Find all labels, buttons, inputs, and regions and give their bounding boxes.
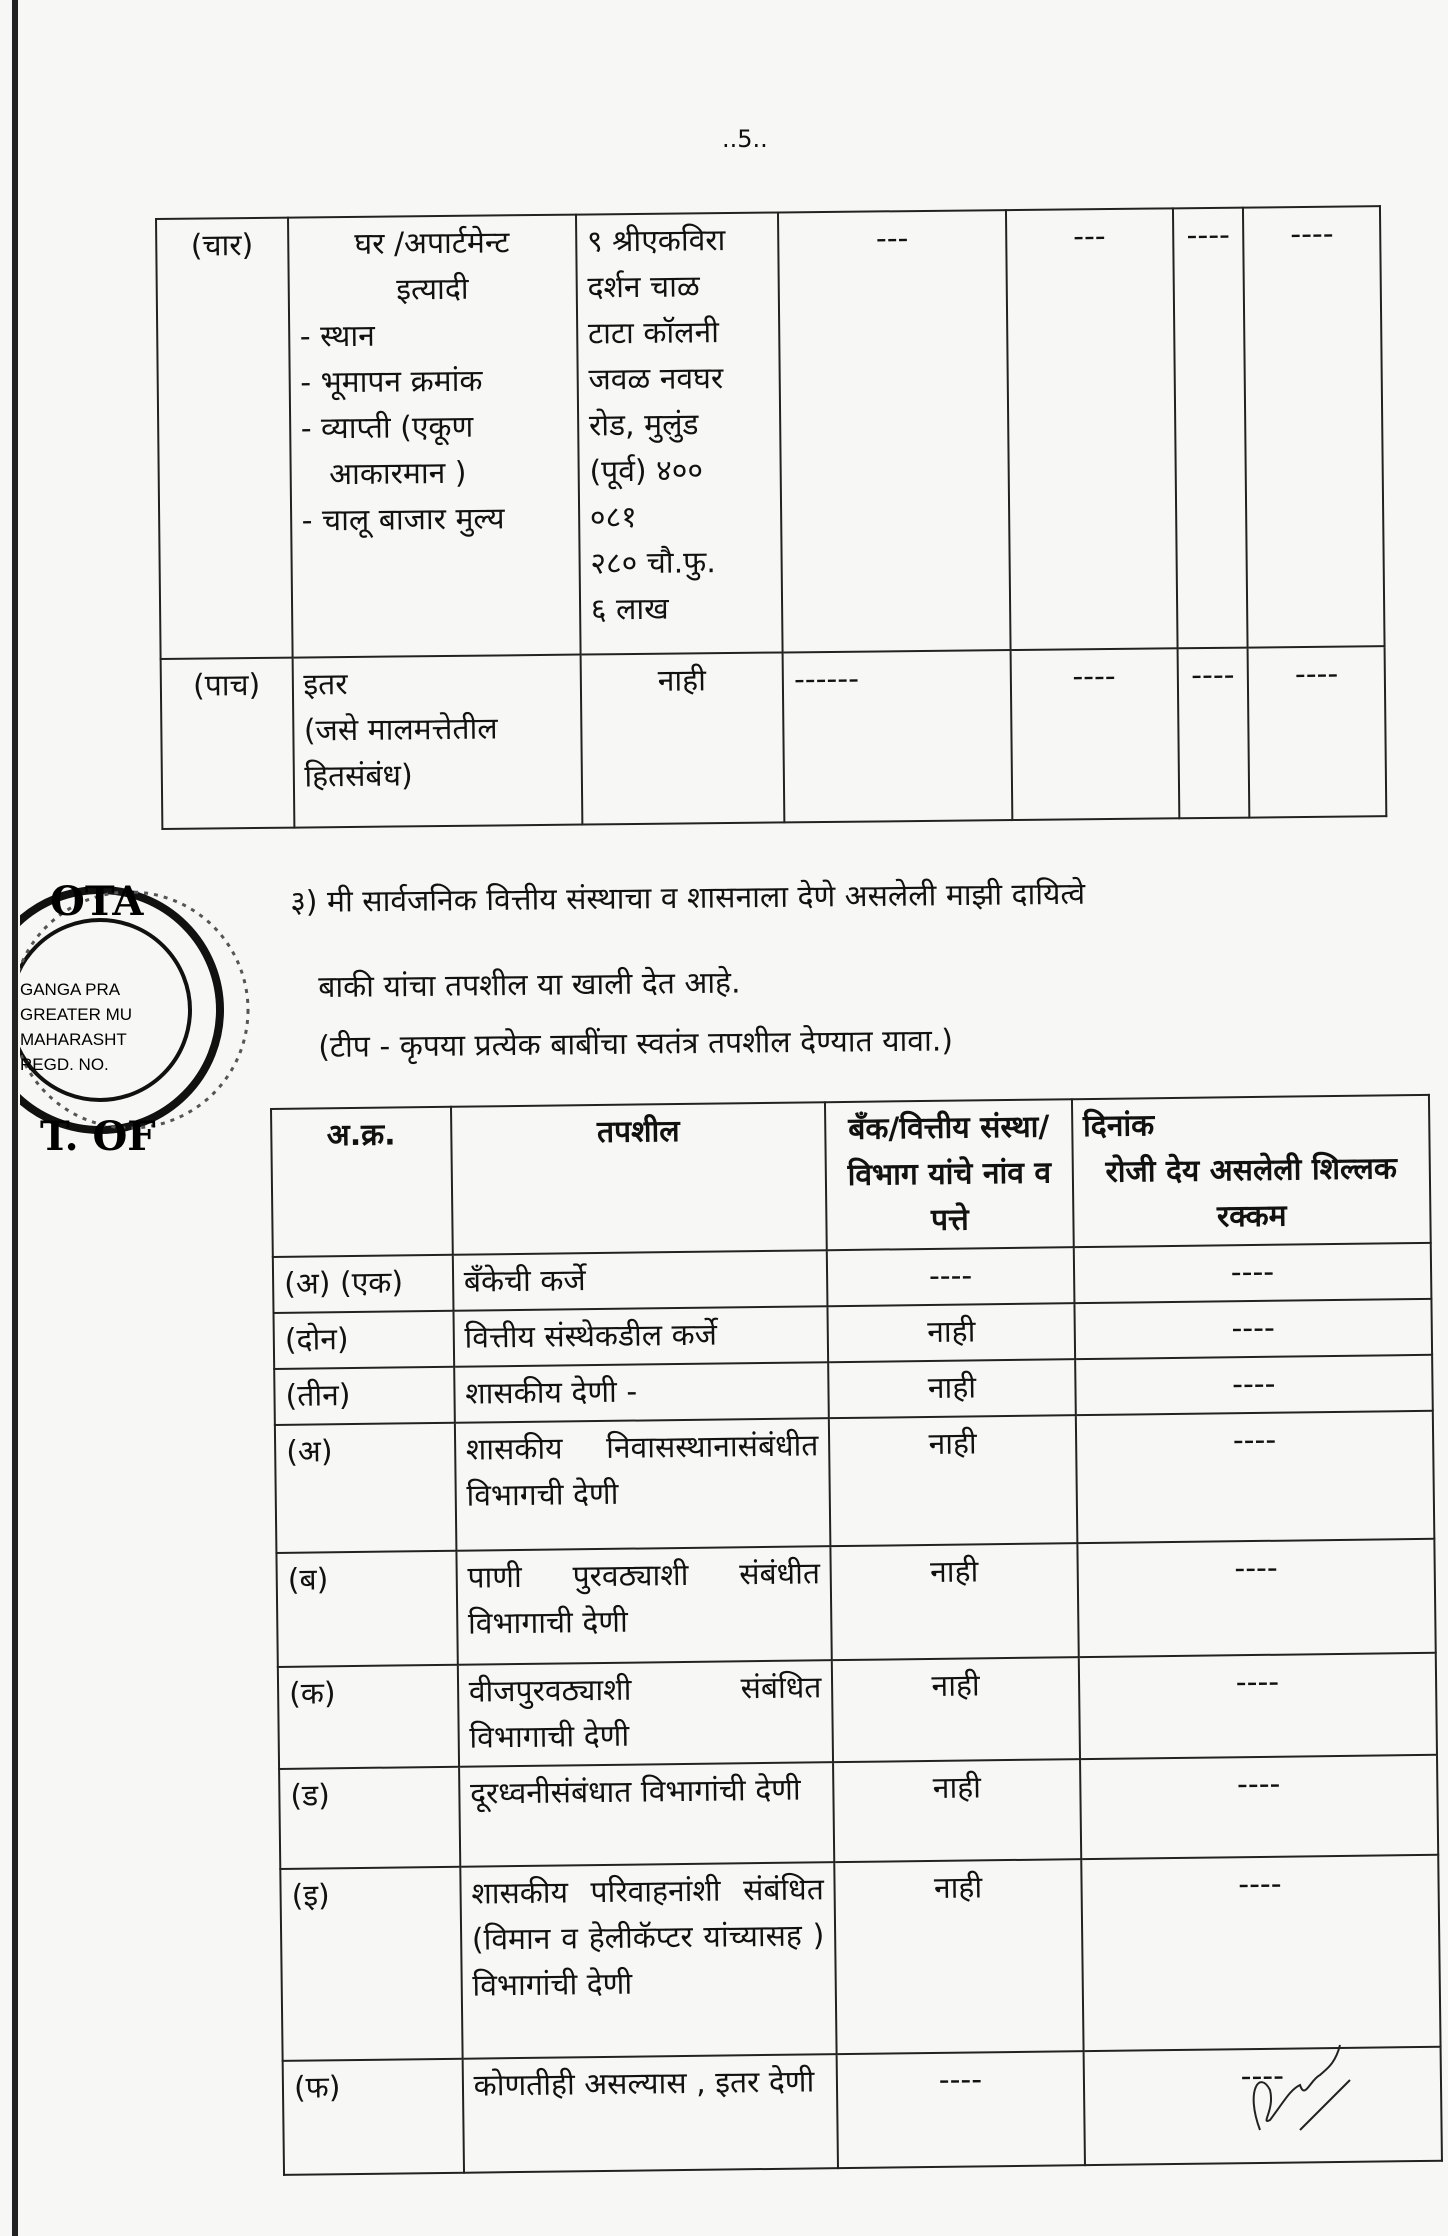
item-details: नाही (580, 652, 784, 824)
desc-line: - व्याप्ती (एकूण (300, 409, 474, 447)
detail-line: ९ श्रीएकविरा (586, 223, 726, 260)
header-details: तपशील (451, 1102, 827, 1255)
table-row (275, 1411, 1434, 1553)
header-serial: अ.क्र. (271, 1107, 452, 1257)
desc-line: - चालू बाजार मुल्य (301, 501, 505, 539)
detail: पाणी पुरवठ्याशी संबंधीत विभागाची देणी (456, 1546, 832, 1665)
table-row (279, 1755, 1438, 1869)
bank: नाही (835, 1859, 1084, 2054)
detail-line: जवळ नवघर (588, 361, 724, 398)
amount: ---- (1080, 1755, 1438, 1859)
section-3-line-2: बाकी यांचा तपशील या खाली देत आहे. (318, 965, 741, 1005)
serial: (दोन) (274, 1311, 454, 1369)
section-3-line-1: ३) मी सार्वजनिक वित्तीय संस्थाचा व शासनाला देणे असलेली माझी दायित्वे (290, 876, 1086, 920)
svg-text:MAHARASHT: MAHARASHT (20, 1030, 127, 1049)
detail: बँकेची कर्जे (453, 1250, 828, 1311)
cell-dash: ---- (1173, 208, 1248, 649)
detail-line: २८० चौ.फु. (590, 545, 716, 582)
notary-stamp (20, 860, 250, 1160)
svg-text:GANGA PRA: GANGA PRA (20, 980, 121, 999)
detail: शासकीय देणी - (454, 1362, 829, 1423)
detail: वित्तीय संस्थेकडील कर्जे (453, 1306, 828, 1367)
bank: नाही (833, 1759, 1081, 1862)
serial: (अ) (275, 1423, 456, 1553)
header-amount-label: रोजी देय असलेली शिल्लक रक्कम (1105, 1151, 1398, 1235)
serial: (पाच) (161, 658, 294, 829)
item-description (288, 215, 581, 658)
detail: वीजपुरवठ्याशी संबंधित विभागाची देणी (458, 1660, 834, 1767)
desc-line: आकारमान ) (329, 455, 467, 493)
header-bank: बँक/वित्तीय संस्था/ विभाग यांचे नांव व पत्ते (825, 1099, 1073, 1250)
bank: नाही (829, 1415, 1077, 1546)
amount: ---- (1081, 1855, 1441, 2051)
item-details (576, 212, 783, 654)
bank: ---- (827, 1247, 1074, 1306)
desc-line: हितसंबंध) (304, 758, 413, 795)
detail: दूरध्वनीसंबंधात विभागांची देणी (459, 1762, 835, 1867)
table-row (276, 1539, 1435, 1667)
bank: ---- (837, 2051, 1085, 2168)
svg-text:T. OF: T. OF (40, 1113, 156, 1160)
section-3-note: (टीप - कृपया प्रत्येक बाबींचा स्वतंत्र तपशील देण्यात यावा.) (318, 1023, 954, 1065)
table-row (278, 1653, 1437, 1769)
cell-dash: ---- (1010, 648, 1179, 820)
scan-edge (12, 0, 18, 2236)
desc-line: घर /अपार्टमेन्ट (354, 225, 510, 262)
page-number: ..5.. (722, 125, 768, 153)
cell-dash: --- (778, 210, 1010, 652)
desc-line: - भूमापन क्रमांक (300, 363, 483, 401)
cell-dash: ---- (1248, 646, 1386, 817)
svg-text:REGD. NO.: REGD. NO. (20, 1055, 109, 1074)
detail: कोणतीही असल्यास , इतर देणी (462, 2054, 838, 2173)
detail-line: दर्शन चाळ (587, 269, 700, 306)
serial: (ड) (279, 1767, 460, 1869)
desc-line: इत्यादी (396, 271, 469, 308)
detail-line: रोड, मुलुंड (588, 407, 699, 444)
serial: (इ) (280, 1867, 462, 2061)
bank: नाही (828, 1303, 1075, 1362)
amount: ---- (1076, 1411, 1435, 1543)
table-header-row (271, 1095, 1431, 1257)
serial: (चार) (156, 218, 292, 659)
header-date-label: दिनांक (1082, 1108, 1155, 1145)
amount: ---- (1074, 1243, 1432, 1303)
bank: नाही (832, 1657, 1080, 1762)
detail-line: ०८१ (589, 499, 637, 536)
table-row (156, 206, 1385, 659)
svg-text:GREATER MU: GREATER MU (20, 1005, 133, 1024)
table-row (161, 646, 1387, 829)
serial: (तीन) (274, 1367, 454, 1425)
svg-text:OTA: OTA (50, 878, 144, 925)
amount: ---- (1083, 2047, 1442, 2165)
serial: (अ) (एक) (273, 1255, 453, 1313)
liabilities-table (270, 1094, 1443, 2176)
cell-dash: ------ (783, 650, 1012, 822)
amount: ---- (1075, 1355, 1433, 1415)
detail-line: (पूर्व) ४०० (589, 453, 704, 490)
item-description (292, 655, 582, 828)
cell-dash: ---- (1243, 206, 1384, 647)
amount: ---- (1079, 1653, 1437, 1759)
serial: (क) (278, 1665, 459, 1769)
serial: (फ) (283, 2059, 464, 2175)
bank: नाही (831, 1543, 1079, 1660)
detail: शासकीय निवासस्थानासंबंधीत विभागची देणी (455, 1418, 831, 1551)
serial: (ब) (276, 1551, 457, 1667)
desc-line: इतर (303, 667, 348, 703)
detail-line: ६ लाख (590, 591, 669, 628)
header-amount (1072, 1095, 1431, 1247)
cell-dash: --- (1006, 208, 1178, 650)
desc-line: - स्थान (299, 318, 375, 355)
detail-line: टाटा कॉलनी (587, 315, 720, 352)
bank: नाही (828, 1359, 1075, 1418)
cell-dash: ---- (1177, 648, 1250, 819)
amount: ---- (1077, 1539, 1436, 1657)
signature (1240, 2030, 1360, 2140)
assets-table (155, 205, 1387, 830)
detail: शासकीय परिवाहनांशी संबंधित (विमान व हेलीकॅप्टर यांच्यासह ) विभागांची देणी (460, 1862, 837, 2059)
amount: ---- (1074, 1299, 1432, 1359)
desc-line: (जसे मालमत्तेतील (303, 711, 498, 749)
